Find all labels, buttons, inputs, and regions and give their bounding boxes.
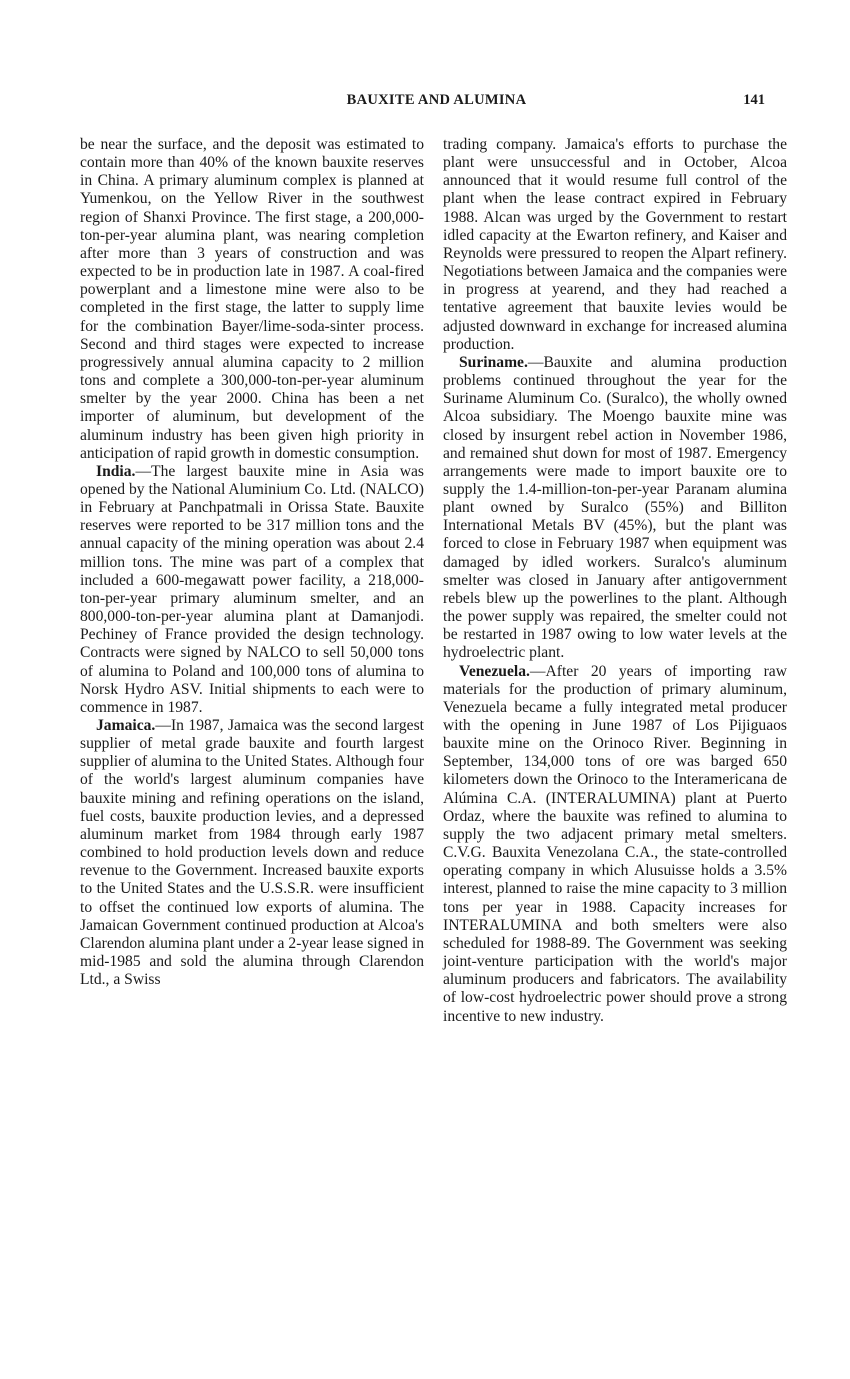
left-column (80, 136, 424, 989)
paragraph-jamaica-continued: trading company. Jamaica's efforts to purchase the plant were unsuccessful and in October, Alcoa announced that it would resume full control of the plant when the lease contract expired in February 1988. Alcan was urged by the Government to restart idled capacity at the Ewarton refinery, and Kaiser and Reynolds were pressured to reopen the Alpart refinery. Negotiations between Jamaica and the companies were in progress at yearend, and they had reached a tentative agreement that bauxite levies would be adjusted downward in exchange for increased alumina production. (443, 136, 787, 353)
paragraph-jamaica-text: —In 1987, Jamaica was the second largest supplier of metal grade bauxite and fourth largest supplier of alumina to the United States. Although four of the world's largest aluminum companies have bauxite mining and refining operations on the island, fuel costs, bauxite production levies, and a depressed aluminum market from 1984 through early 1987 combined to hold production levels down and reduce revenue to the Government. Increased bauxite exports to the United States and the U.S.S.R. were insufficient to offset the continued low exports of alumina. The Jamaican Government continued production at Alcoa's Clarendon alumina plant under a 2-year lease signed in mid-1985 and sold the alumina through Clarendon Ltd., a Swiss (80, 717, 424, 989)
paragraph-suriname-text: —Bauxite and alumina production problems continued throughout the year for the Suriname Aluminum Co. (Suralco), the wholly owned Alcoa subsidiary. The Moengo bauxite mine was closed by insurgent rebel action in November 1986, and remained shut down for most of 1987. Emergency arrangements were made to import bauxite ore to supply the 1.4-million-ton-per-year Paranam alumina plant owned by Suralco (55%) and Billiton International Metals BV (45%), but the plant was forced to close in February 1987 when equipment was damaged by idled workers. Suralco's aluminum smelter was closed in January after antigovernment rebels blew up the powerlines to the plant. Although the power supply was repaired, the smelter could not be restarted in 1987 owing to low water levels at the hydroelectric plant. (443, 353, 787, 662)
paragraph-suriname (443, 354, 787, 663)
page-number: 141 (743, 92, 765, 108)
paragraph-india-text: —The largest bauxite mine in Asia was opened by the National Aluminium Co. Ltd. (NALCO) in February at Panchpatmali in Orissa State. Bauxite reserves were reported to be 317 million tons and the annual capacity of the mining operation was about 2.4 million tons. The mine was part of a complex that included a 600-megawatt power facility, a 218,000-ton-per-year primary aluminum smelter, and an 800,000-ton-per-year alumina plant at Damanjodi. Pechiney of France provided the design technology. Contracts were signed by NALCO to sell 50,000 tons of alumina to Poland and 100,000 tons of alumina to Norsk Hydro ASV. Initial shipments to each were to commence in 1987. (80, 462, 424, 716)
page-header (80, 92, 793, 114)
paragraph-venezuela-text: —After 20 years of importing raw materials for the production of primary aluminum, Venezuela became a fully integrated metal producer with the opening in June 1987 of Los Pijiguaos bauxite mine on the Orinoco River. Beginning in September, 134,000 tons of ore was barged 650 kilometers down the Orinoco to the Interamericana de Alúmina C.A. (INTERALUMINA) plant at Puerto Ordaz, where the bauxite was refined to alumina to supply the two adjacent primary metal smelters. C.V.G. Bauxita Venezolana C.A., the state-controlled operating company in which Alusuisse holds a 3.5% interest, planned to raise the mine capacity to 3 million tons per year in 1988. Capacity increases for INTERALUMINA and both smelters were also scheduled for 1988-89. The Government was seeking joint-venture participation with the world's major aluminum producers and fabricators. The availability of low-cost hydroelectric power should prove a strong incentive to new industry. (443, 662, 787, 1025)
paragraph-india (80, 463, 424, 717)
paragraph-venezuela (443, 663, 787, 1026)
section-heading-suriname: Suriname. (459, 353, 528, 371)
section-heading-jamaica: Jamaica. (96, 717, 156, 734)
paragraph-china: be near the surface, and the deposit was estimated to contain more than 40% of the known bauxite reserves in China. A primary aluminum complex is planned at Yumenkou, on the Yellow River in the southwest region of Shanxi Province. The first stage, a 200,000-ton-per-year alumina plant, was nearing completion after more than 3 years of construction and was expected to be in production late in 1987. A coal-fired powerplant and a limestone mine were also to be completed in the first stage, the latter to supply lime for the combination Bayer/lime-soda-sinter process. Second and third stages were expected to increase progressively annual alumina capacity to 2 million tons and complete a 300,000-ton-per-year aluminum smelter by the year 2000. China has been a net importer of aluminum, but development of the aluminum industry has been given high priority in anticipation of rapid growth in domestic consumption. (80, 136, 424, 462)
section-heading-india: India. (96, 462, 136, 480)
paragraph-jamaica (80, 717, 424, 989)
section-heading-venezuela: Venezuela. (459, 662, 530, 680)
right-column (443, 136, 787, 1026)
running-title: BAUXITE AND ALUMINA (346, 92, 527, 108)
